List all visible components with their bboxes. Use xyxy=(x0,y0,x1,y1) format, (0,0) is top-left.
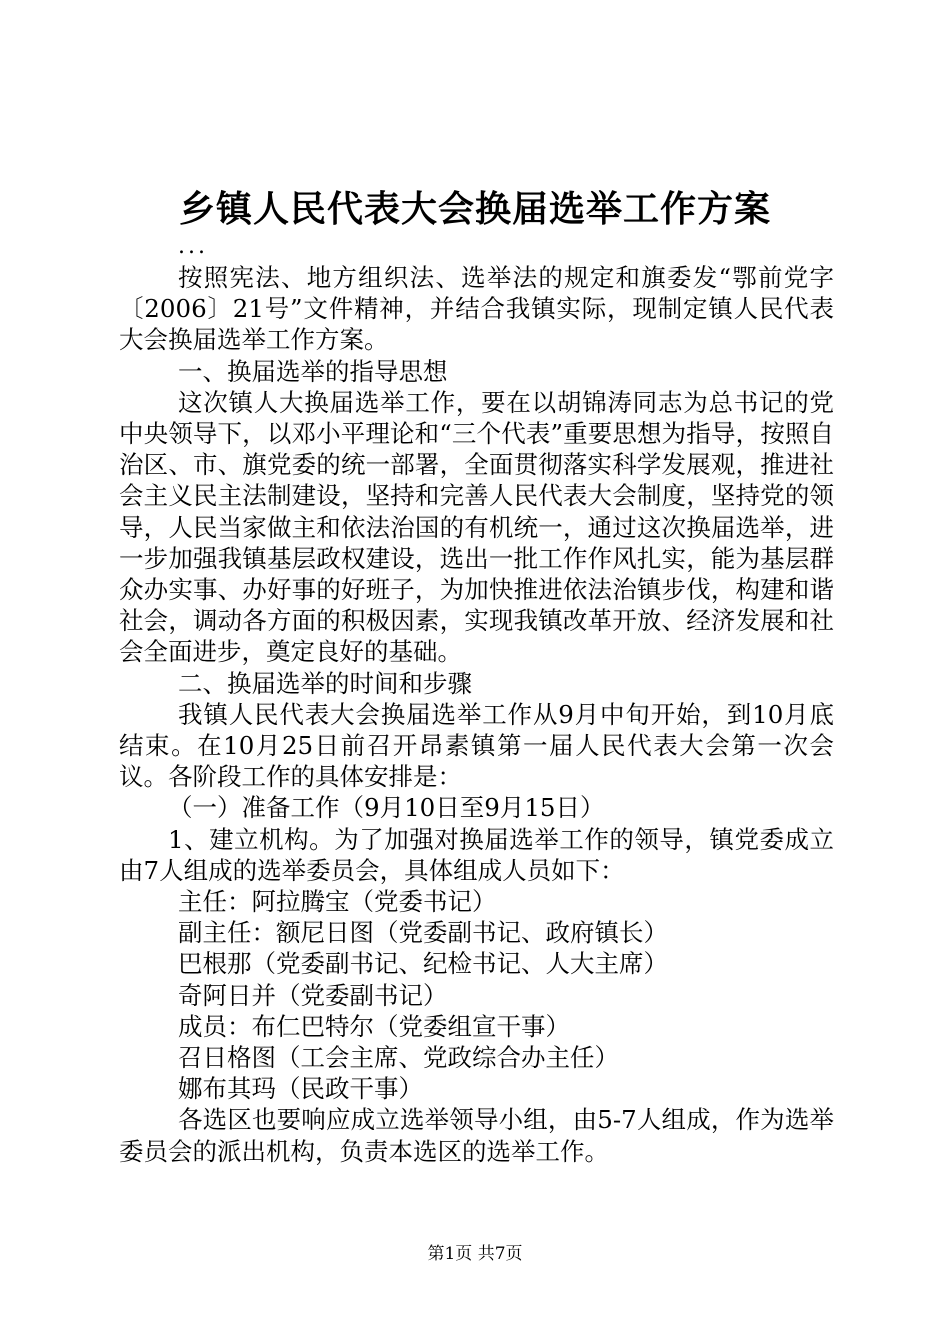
electoral-district-paragraph: 各选区也要响应成立选举领导小组，由5-7人组成，作为选举委员会的派出机构，负责本选区的选举工作。 xyxy=(119,1105,834,1166)
committee-member-line: 娜布其玛（民政干事） xyxy=(178,1074,423,1104)
time-steps-paragraph: 我镇人民代表大会换届选举工作从9月中旬开始，到10月底结束。在10月25日前召开昂素镇第一届人民代表大会第一次会议。各阶段工作的具体安排是： xyxy=(119,699,834,792)
page-indicator: 第1页 共7页 xyxy=(427,1244,523,1264)
guiding-thought-paragraph: 这次镇人大换届选举工作，要在以胡锦涛同志为总书记的党中央领导下，以邓小平理论和“三个代表”重要思想为指导，按照自治区、市、旗党委的统一部署，全面贯彻落实科学发展观，推进社会主义民主法制建设，坚持和完善人民代表大会制度，坚持党的领导，人民当家做主和依法治国的有机统一，通过这次换届选举，进一步加强我镇基层政权建设，选出一批工作作风扎实，能为基层群众办实事、办好事的好班子，为加快推进依法治镇步伐，构建和谐社会，调动各方面的积极因素，实现我镇改革开放、经济发展和社会全面进步，奠定良好的基础。 xyxy=(119,387,834,667)
committee-member-line: 奇阿日并（党委副书记） xyxy=(178,980,448,1010)
section-heading-time-steps: 二、换届选举的时间和步骤 xyxy=(178,668,472,698)
subsection-heading-preparation: （一）准备工作（9月10日至9月15日） xyxy=(168,793,605,823)
committee-member-line: 主任：阿拉腾宝（党委书记） xyxy=(178,887,497,917)
section-heading-guiding-thought: 一、换届选举的指导思想 xyxy=(178,356,448,386)
committee-member-line: 副主任：额尼日图（党委副书记、政府镇长） xyxy=(178,918,668,948)
document-title: 乡镇人民代表大会换届选举工作方案 xyxy=(178,188,771,230)
committee-member-line: 成员：布仁巴特尔（党委组宣干事） xyxy=(178,1011,570,1041)
committee-member-line: 召日格图（工会主席、党政综合办主任） xyxy=(178,1043,619,1073)
intro-paragraph: 按照宪法、地方组织法、选举法的规定和旗委发“鄂前党字〔2006〕21号”文件精神，并结合我镇实际，现制定镇人民代表大会换届选举工作方案。 xyxy=(119,263,834,355)
committee-member-line: 巴根那（党委副书记、纪检书记、人大主席） xyxy=(178,949,668,979)
ellipsis-text: ... xyxy=(178,234,208,259)
document-body xyxy=(119,262,834,1167)
establish-organization-paragraph: 1、建立机构。为了加强对换届选举工作的领导，镇党委成立由7人组成的选举委员会，具体组成人员如下： xyxy=(119,824,834,885)
